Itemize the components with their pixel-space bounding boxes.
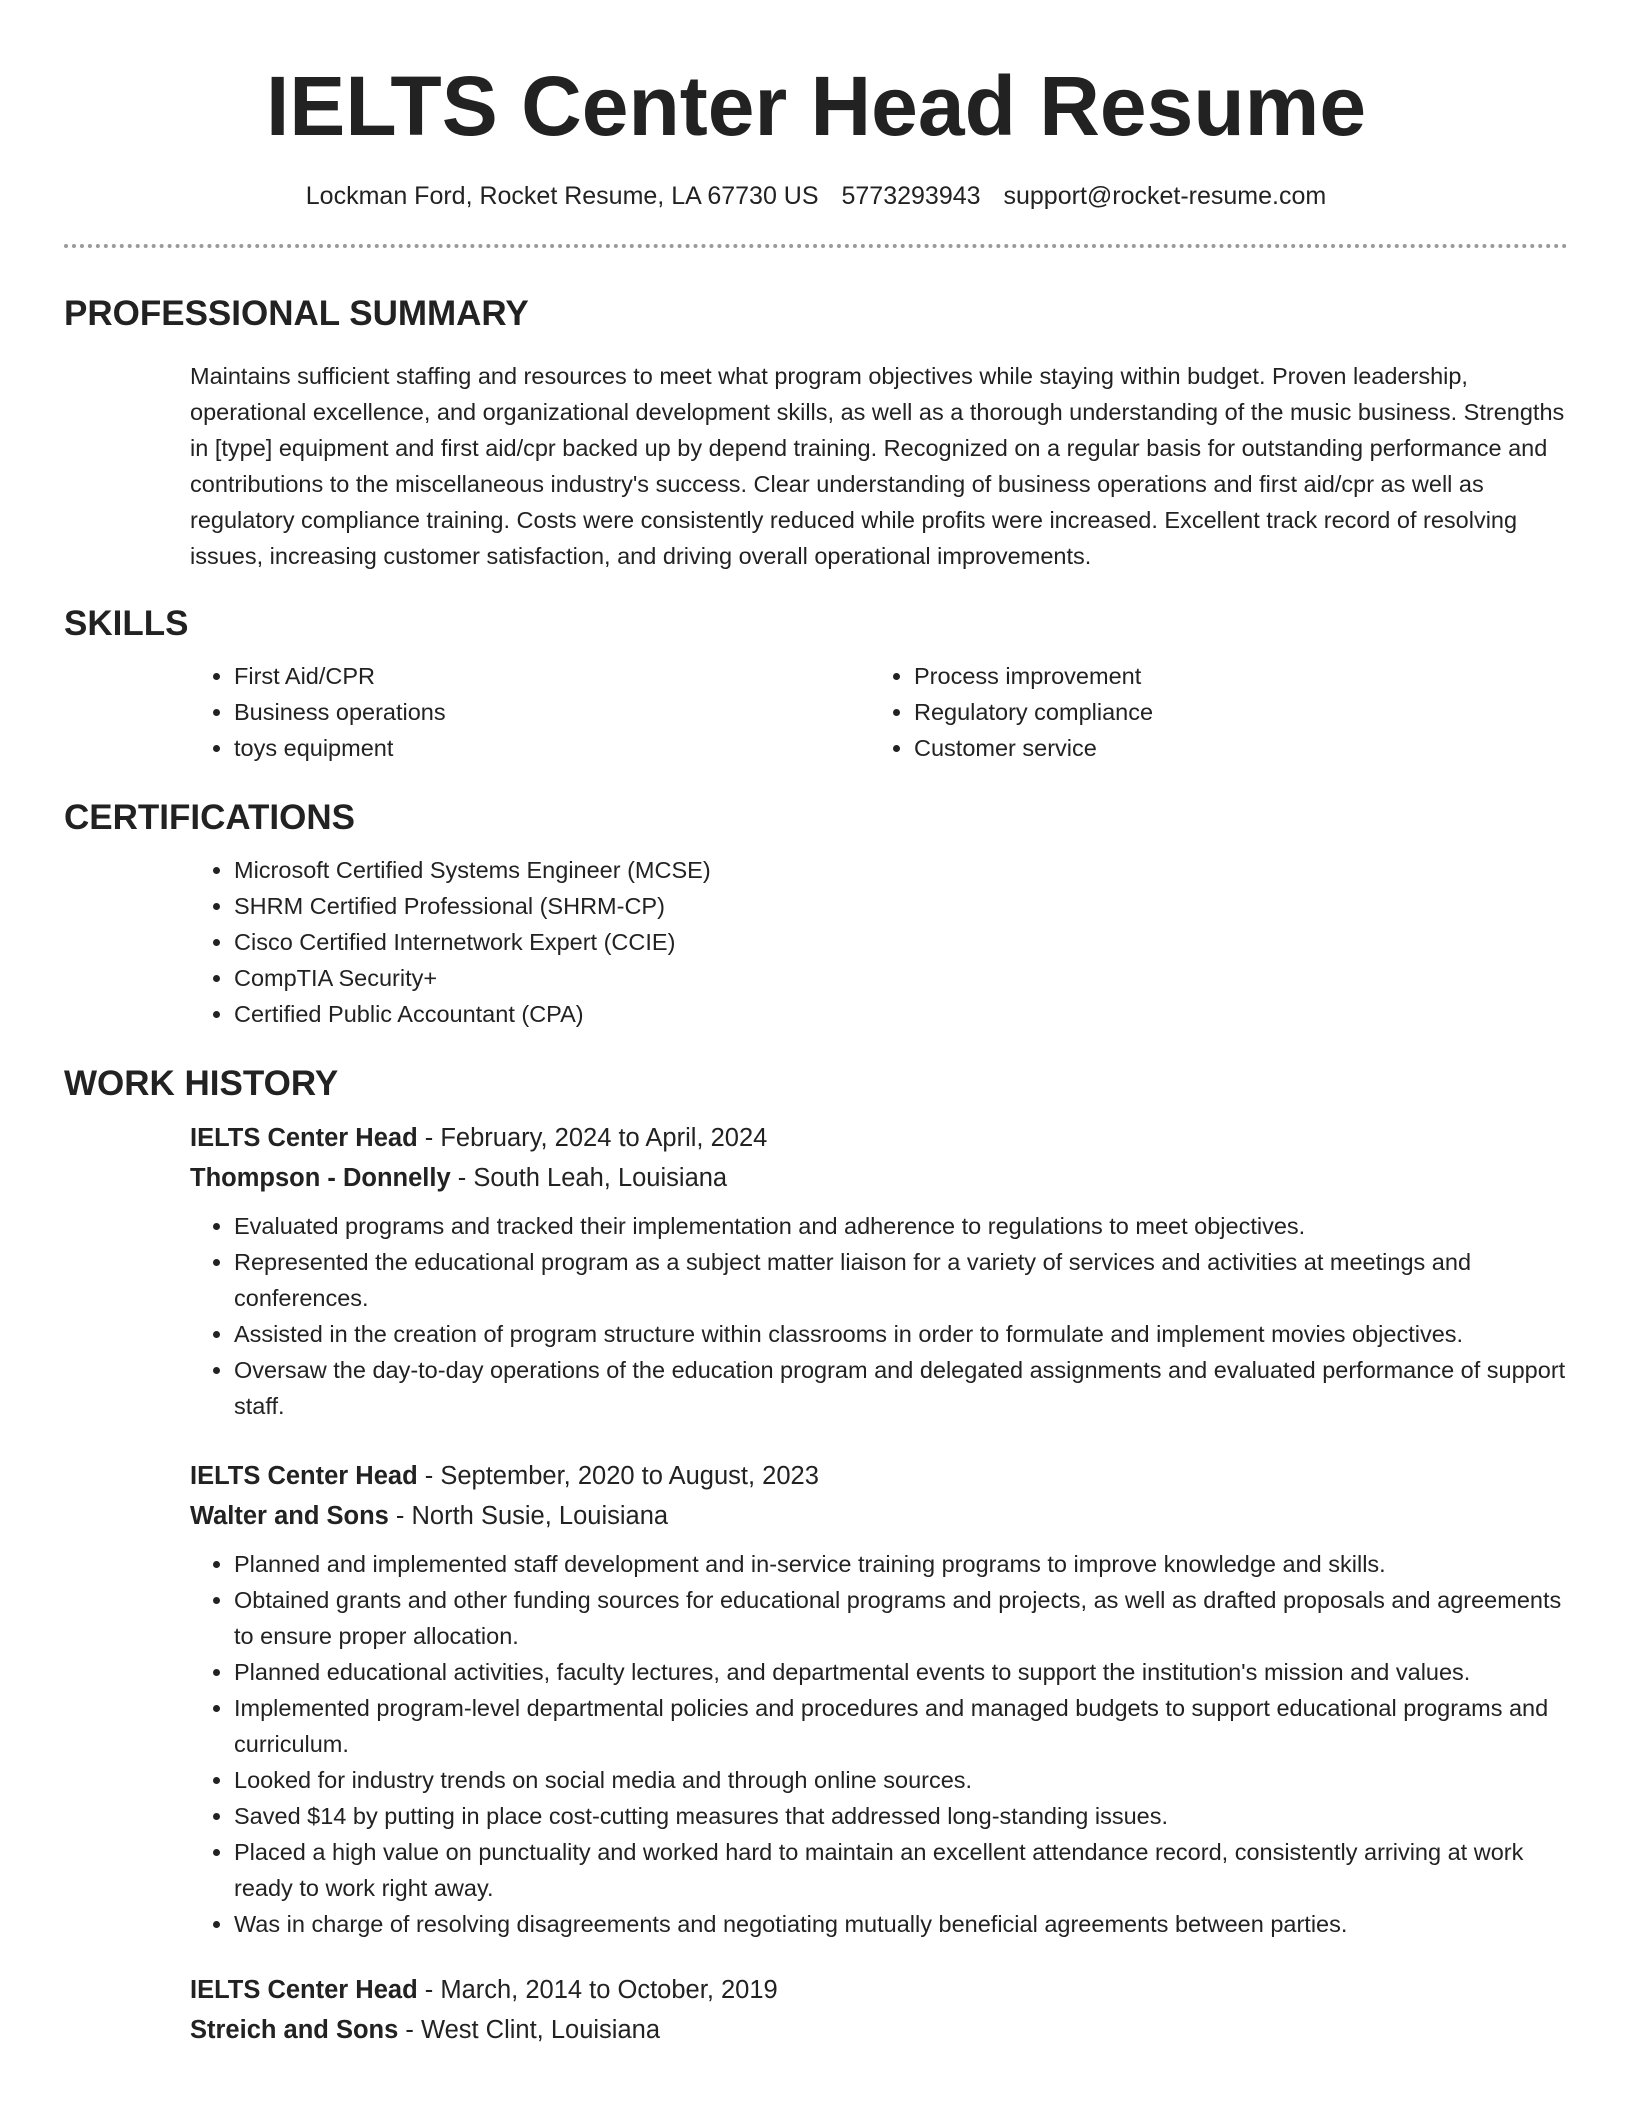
job-bullets bbox=[190, 1208, 1568, 1424]
job-entry bbox=[190, 1970, 1568, 2050]
contact-address: Lockman Ford, Rocket Resume, LA 67730 US bbox=[305, 182, 819, 210]
job-dates: - September, 2020 to August, 2023 bbox=[417, 1462, 819, 1490]
job-dates: - March, 2014 to October, 2019 bbox=[417, 1976, 778, 2004]
job-bullet: • Placed a high value on punctuality and worked hard to maintain an excellent attendance record, consistently arriving at work ready to work right away. bbox=[234, 1834, 1568, 1906]
skill-item: • Regulatory compliance bbox=[914, 694, 1550, 730]
job-bullet: • Planned educational activities, faculty lectures, and departmental events to support the institution's mission and values. bbox=[234, 1654, 1568, 1690]
skill-item: • toys equipment bbox=[234, 730, 870, 766]
job-bullet: • Looked for industry trends on social media and through online sources. bbox=[234, 1762, 1568, 1798]
summary-heading: PROFESSIONAL SUMMARY bbox=[64, 294, 529, 333]
job-company: Streich and Sons bbox=[190, 2016, 399, 2044]
job-company: Walter and Sons bbox=[190, 1502, 389, 1530]
job-bullet: • Obtained grants and other funding sources for educational programs and projects, as well as drafted proposals and agreements to ensure proper allocation. bbox=[234, 1582, 1568, 1654]
job-title: IELTS Center Head bbox=[190, 1462, 418, 1490]
skills-heading: SKILLS bbox=[64, 604, 189, 643]
job-bullet: • Was in charge of resolving disagreements and negotiating mutually beneficial agreements between parties. bbox=[234, 1906, 1568, 1942]
job-bullet: • Implemented program-level departmental policies and procedures and managed budgets to support educational programs and curriculum. bbox=[234, 1690, 1568, 1762]
job-bullet: • Planned and implemented staff development and in-service training programs to improve knowledge and skills. bbox=[234, 1546, 1568, 1582]
skill-item: • Process improvement bbox=[914, 658, 1550, 694]
job-bullet: • Represented the educational program as a subject matter liaison for a variety of services and activities at meetings and conferences. bbox=[234, 1244, 1568, 1316]
job-company-line bbox=[190, 2010, 1568, 2050]
certification-item: • Microsoft Certified Systems Engineer (MCSE) bbox=[234, 852, 1568, 888]
job-bullets bbox=[190, 1546, 1568, 1942]
certification-item: • CompTIA Security+ bbox=[234, 960, 1568, 996]
contact-line bbox=[64, 180, 1568, 212]
header-divider bbox=[64, 244, 1568, 248]
job-entry bbox=[190, 1118, 1568, 1198]
job-location: - North Susie, Louisiana bbox=[388, 1502, 669, 1530]
job-company: Thompson - Donnelly bbox=[190, 1164, 451, 1192]
certifications-heading: CERTIFICATIONS bbox=[64, 798, 356, 837]
contact-phone: 5773293943 bbox=[841, 182, 981, 210]
job-title-line bbox=[190, 1118, 1568, 1158]
job-title: IELTS Center Head bbox=[190, 1976, 418, 2004]
job-location: - South Leah, Louisiana bbox=[450, 1164, 728, 1192]
job-title-line bbox=[190, 1456, 1568, 1496]
job-company-line bbox=[190, 1496, 1568, 1536]
certification-item: • Cisco Certified Internetwork Expert (CCIE) bbox=[234, 924, 1568, 960]
job-bullet: • Saved $14 by putting in place cost-cutting measures that addressed long-standing issues. bbox=[234, 1798, 1568, 1834]
job-title-line bbox=[190, 1970, 1568, 2010]
job-bullet: • Assisted in the creation of program structure within classrooms in order to formulate and implement movies objectives. bbox=[234, 1316, 1568, 1352]
job-dates: - February, 2024 to April, 2024 bbox=[417, 1124, 768, 1152]
work-history-heading: WORK HISTORY bbox=[64, 1064, 339, 1103]
skill-item: • Business operations bbox=[234, 694, 870, 730]
resume-title: IELTS Center Head Resume bbox=[265, 59, 1367, 153]
skills-column-right bbox=[870, 658, 1550, 766]
skills-grid bbox=[190, 658, 1568, 766]
skill-item: • First Aid/CPR bbox=[234, 658, 870, 694]
job-location: - West Clint, Louisiana bbox=[398, 2016, 661, 2044]
job-entry bbox=[190, 1456, 1568, 1536]
contact-email: support@rocket-resume.com bbox=[1003, 182, 1327, 210]
certification-item: • Certified Public Accountant (CPA) bbox=[234, 996, 1568, 1032]
job-bullet: • Oversaw the day-to-day operations of the education program and delegated assignments and evaluated performance of support staff. bbox=[234, 1352, 1568, 1424]
job-title: IELTS Center Head bbox=[190, 1124, 418, 1152]
skills-column-left bbox=[190, 658, 870, 766]
job-company-line bbox=[190, 1158, 1568, 1198]
certifications-list bbox=[190, 852, 1568, 1032]
certification-item: • SHRM Certified Professional (SHRM-CP) bbox=[234, 888, 1568, 924]
skill-item: • Customer service bbox=[914, 730, 1550, 766]
summary-text: Maintains sufficient staffing and resources to meet what program objectives while staying within budget. Proven leadership, operational excellence, and organizational development skills, as well as a thorough understanding of the music business. Strengths in [type] equipment and first aid/cpr backed up by depend training. Recognized on a regular basis for outstanding performance and contributions to the miscellaneous industry's success. Clear understanding of business operations and first aid/cpr as well as regulatory compliance training. Costs were consistently reduced while profits were increased. Excellent track record of resolving issues, increasing customer satisfaction, and driving overall operational improvements. bbox=[190, 363, 1565, 569]
job-bullet: • Evaluated programs and tracked their implementation and adherence to regulations to meet objectives. bbox=[234, 1208, 1568, 1244]
